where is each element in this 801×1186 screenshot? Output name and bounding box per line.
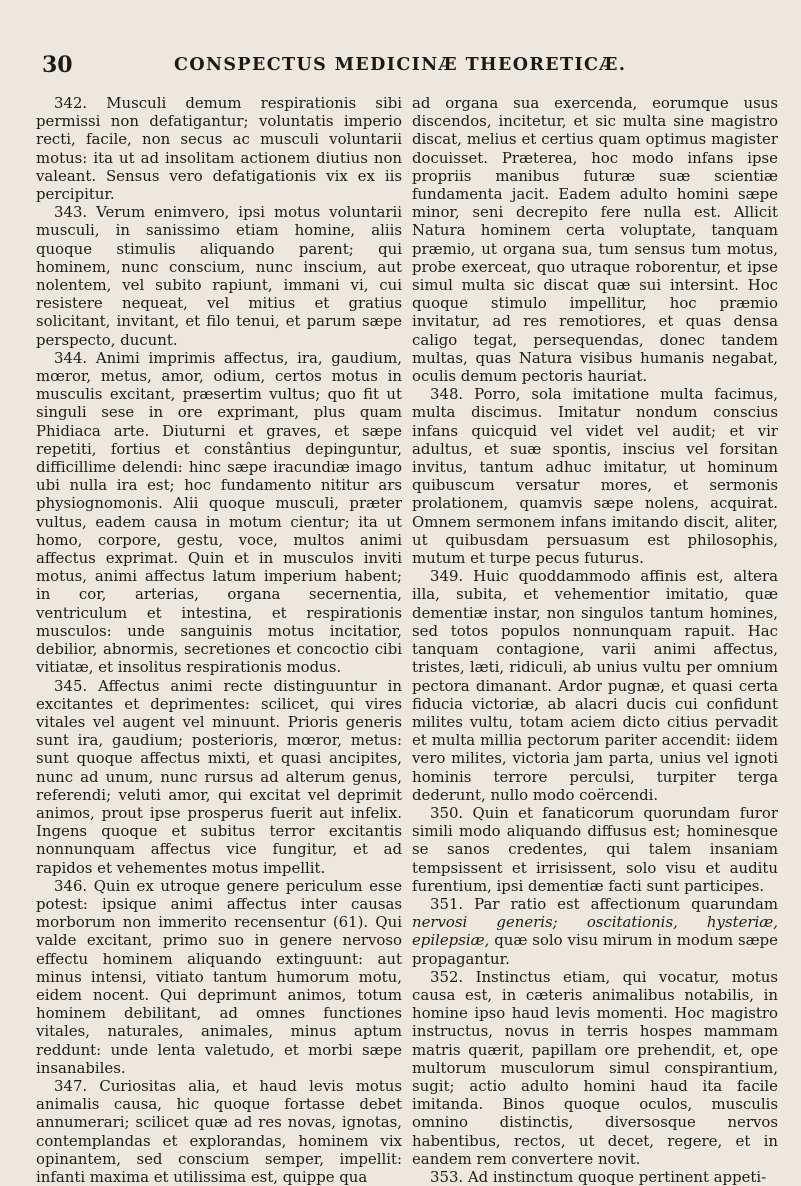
italic-phrase: nervosi generis; oscitationis, hysteriæ, epilepsiæ, xyxy=(412,913,778,950)
paragraph-text: Quin et fanaticorum quorundam furor simili modo aliquando diffusus est; hominesque se sanos credentes, qui talem insaniam tempsissent et irrisissent, solo visu et auditu furentium, ipsi dementiæ facti sunt participes. xyxy=(412,803,778,895)
paragraph-352 xyxy=(412,968,778,1168)
paragraph-342 xyxy=(36,94,402,203)
paragraph-347-continued xyxy=(412,94,778,385)
page-number: 30 xyxy=(42,52,73,78)
paragraph-text: Curiositas alia, et haud levis motus animalis causa, hic quoque fortasse debet annumerari; scilicet quæ ad res novas, ignotas, contemplandas et explorandas, hominem vix opinantem, sed conscium semper, impellit: infanti maxima et utilissima est, quippe qua xyxy=(36,1076,402,1186)
paragraph-346 xyxy=(36,877,402,1077)
paragraph-345 xyxy=(36,677,402,877)
paragraph-text: Quin ex utroque genere periculum esse potest: ipsique animi affectus inter causas morborum non immerito recensentur (61). Qui valde excitant, primo suo in genere nervoso effectu hominem aliquando extinguunt: aut minus intensi, vitiato tantum humorum motu, eidem nocent. Qui deprimunt animos, totum hominem debilitant, ad omnes functiones vitales, naturales, animales, minus aptum reddunt: unde lenta valetudo, et morbi sæpe insanabiles. xyxy=(36,876,402,1077)
paragraph-number: 350. xyxy=(430,803,464,822)
paragraph-text: Verum enimvero, ipsi motus voluntarii musculi, in sanissimo etiam homine, aliis quoque stimulis aliquando parent; qui hominem, nunc conscium, nunc inscium, aut nolentem, vel subito rapiunt, immani vi, cui resistere nequeat, vel mitius et gratius solicitant, invitant, et filo tenui, et parum sæpe perspecto, ducunt. xyxy=(36,203,403,349)
paragraph-text: ad organa sua exercenda, eorumque usus discendos, incitetur, et sic multa sine magistro discat, melius et certius quam optimus magister docuisset. Præterea, hoc modo infans ipse propriis manibus futuræ suæ scientiæ fundamenta jacit. Eadem adulto homini sæpe minor, seni decrepito fere nulla est. Allicit Natura hominem certa voluptate, tanquam præmio, ut organa sua, tum sensus tum motus, probe exerceat, quo utraque roborentur, et ipse simul multa sic discat quæ sui intersint. Hoc quoque stimulo impellitur, hoc præmio invitatur, ad res remotiores, et quas densa caligo tegat, persequendas, donec tandem multas, quas Natura visibus humanis negabat, oculis demum pectoris hauriat. xyxy=(412,94,778,386)
paragraph-number: 342. xyxy=(54,94,88,112)
paragraph-343 xyxy=(36,203,402,349)
left-column xyxy=(36,94,402,1186)
paragraph-text: Animi imprimis affectus, ira, gaudium, mœror, metus, amor, odium, certos motus in musculis excitant, præsertim vultus; quo fit ut singuli sese in ore exprimant, plus quam Phidiaca arte. Diuturni et graves, et sæpe repetiti, fortius et constântius depinguntur, difficillime delendi: hinc sæpe iracundiæ imago ubi nulla ira est; hoc fundamento nititur ars physiognomonis. Alii quoque musculi, præter vultus, eadem causa in motum cientur; ita ut homo, corpore, gestu, voce, multos animi affectus exprimat. Quin et in musculos inviti motus, animi affectus latum imperium habent; in cor, arterias, organa secernentia, ventriculum et intestina, et respirationis musculos: unde sanguinis motus incitatior, debilior, abnormis, secretiones et concoctio cibi vitiatæ, et insolitus respirationis modus. xyxy=(36,348,403,677)
paragraph-text: Affectus animi recte distinguuntur in excitantes et deprimentes: scilicet, qui vires vitales vel augent vel minuunt. Prioris generis sunt ira, gaudium; posterioris, mœror, metus: sunt quoque affectus mixti, et quasi ancipites, nunc ad unum, nunc rursus ad alterum genus, referendi; veluti amor, qui excitat vel deprimit animos, prout ipse prosperus fuerit aut infelix. Ingens quoque et subitus terror excitantis nonnunquam affectus vice fungitur, et ad rapidos et vehementes motus impellit. xyxy=(36,676,402,877)
paragraph-text: Instinctus etiam, qui vocatur, motus causa est, in cæteris animalibus notabilis, in homine ipso haud levis momenti. Hoc magistro instructus, novus in terris hospes mammam matris quærit, papillam ore prehendit, et, ope multorum musculorum simul conspirantium, sugit; actio adulto homini haud ita facile imitanda. Binos quoque oculos, musculis omnino distinctis, diversosque nervos habentibus, rectos, ut decet, regere, et in eandem rem convertere novit. xyxy=(412,967,779,1168)
page-header xyxy=(42,52,775,82)
paragraph-number: 347. xyxy=(54,1076,88,1095)
paragraph-text: Par ratio est affectionum quarundam nervosi generis; oscitationis, hysteriæ, epilepsiæ, quæ solo visu mirum in modum sæpe propagantur. xyxy=(412,894,778,968)
right-column xyxy=(412,94,778,1186)
paragraph-number: 349. xyxy=(430,567,464,586)
paragraph-number: 353. xyxy=(430,1167,464,1186)
paragraph-text: Ad instinctum quoque pertinent appeti- xyxy=(467,1167,767,1186)
paragraph-348 xyxy=(412,385,778,567)
paragraph-text: Porro, sola imitatione multa facimus, multa discimus. Imitatur nondum conscius infans quicquid vel videt vel audit; et vir adultus, et suæ spontis, inscius vel forsitan invitus, tantum adhuc imitatur, ut hominum quibuscum versatur mores, et sermonis prolationem, quamvis sæpe nolens, acquirat. Omnem sermonem infans imitando discit, aliter, ut quibusdam persuasum est philosophis, mutum et turpe pecus futurus. xyxy=(412,385,778,568)
paragraph-351 xyxy=(412,895,778,968)
paragraph-number: 351. xyxy=(430,894,464,913)
paragraph-number: 343. xyxy=(54,203,88,222)
paragraph-number: 346. xyxy=(54,876,88,895)
running-head: CONSPECTUS MEDICINÆ THEORETICÆ. xyxy=(174,55,627,75)
paragraph-number: 344. xyxy=(54,348,88,367)
paragraph-347 xyxy=(36,1077,402,1186)
paragraph-number: 348. xyxy=(430,385,464,404)
paragraph-349 xyxy=(412,567,778,804)
paragraph-text: Musculi demum respirationis sibi permissi non defatigantur; voluntatis imperio recti, facile, non secus ac musculi voluntarii motus: ita ut ad insolitam actionem diutius non valeant. Sensus vero defatigationis vix ex iis percipitur. xyxy=(36,94,403,204)
paragraph-350 xyxy=(412,804,778,895)
paragraph-number: 352. xyxy=(430,967,464,986)
paragraph-text: Huic quoddammodo affinis est, altera illa, subita, et vehementior imitatio, quæ dementiæ instar, non singulos tantum homines, sed totos populos nonnunquam rapuit. Hac tanquam contagione, varii animi affectus, tristes, læti, ridiculi, ab unius vultu per omnium pectora dimanant. Ardor pugnæ, et quasi certa fiducia victoriæ, ab alacri ducis cui confidunt milites vultu, totam aciem dicto citius pervadit et multa millia pectorum pariter accendit: iidem vero milites, victoria jam parta, unius vel ignoti hominis terrore perculsi, turpiter terga dederunt, nullo modo coërcendi. xyxy=(412,567,778,804)
paragraph-353 xyxy=(412,1168,778,1186)
paragraph-number: 345. xyxy=(54,676,88,695)
paragraph-344 xyxy=(36,349,402,677)
